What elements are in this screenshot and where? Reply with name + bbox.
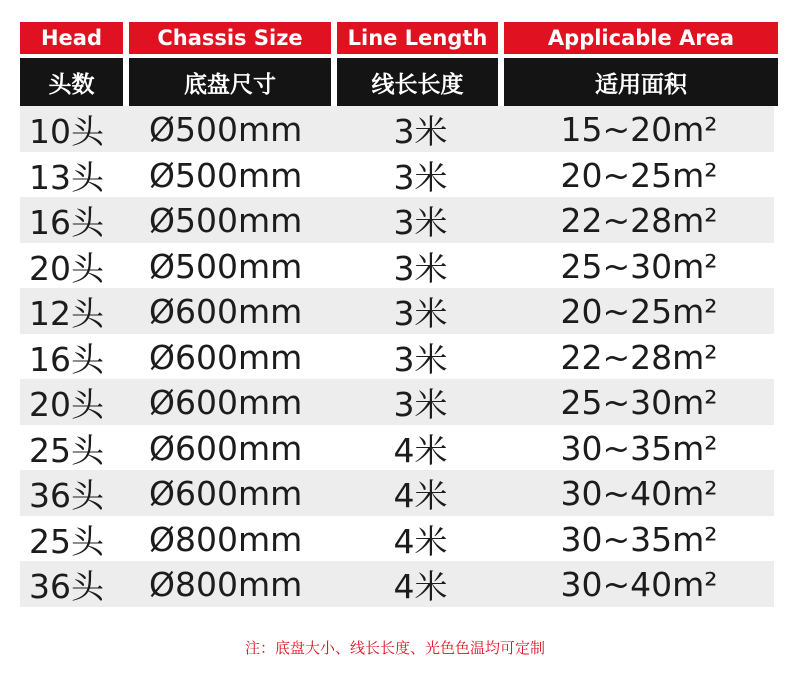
table-row <box>20 334 774 380</box>
cell-head-count: 25头 <box>29 430 104 470</box>
table-row <box>20 243 774 289</box>
cell-chassis-size: Ø800mm <box>149 565 303 604</box>
table-row <box>20 425 774 471</box>
table-row <box>20 152 774 198</box>
cell-chassis-size: Ø500mm <box>149 155 303 195</box>
cell-line-length: 3米 <box>393 157 448 197</box>
spec-table-body <box>20 106 774 607</box>
cell-line-length: 3米 <box>393 294 448 333</box>
cell-line-length: 4米 <box>393 567 448 606</box>
cell-head-count: 13头 <box>29 157 104 197</box>
table-row <box>20 516 774 562</box>
header-row-chinese <box>20 58 778 106</box>
table-row <box>20 106 774 152</box>
table-row <box>20 379 774 425</box>
cell-line-length: 4米 <box>393 476 448 515</box>
cell-applicable-area: 15~20m² <box>560 110 718 149</box>
cell-head-count: 25头 <box>29 521 104 561</box>
cell-line-length: 3米 <box>393 385 448 424</box>
cell-head-count: 12头 <box>29 294 104 333</box>
cell-applicable-area: 22~28m² <box>560 337 718 377</box>
cell-chassis-size: Ø600mm <box>149 337 303 377</box>
cell-chassis-size: Ø600mm <box>149 383 303 422</box>
cell-head-count: 16头 <box>29 203 104 242</box>
cell-applicable-area: 30~35m² <box>560 428 718 468</box>
cell-head-count: 20头 <box>29 385 104 424</box>
table-row <box>20 197 774 243</box>
cell-line-length: 3米 <box>393 112 448 151</box>
cell-applicable-area: 25~30m² <box>560 246 718 286</box>
cell-line-length: 4米 <box>393 430 448 470</box>
table-row <box>20 288 774 334</box>
header-chassis-size-zh: 底盘尺寸 <box>129 58 331 106</box>
table-row <box>20 470 774 516</box>
header-row-english <box>20 22 778 54</box>
cell-chassis-size: Ø800mm <box>149 519 303 559</box>
header-head-zh: 头数 <box>20 58 123 106</box>
cell-applicable-area: 30~40m² <box>560 565 718 604</box>
header-line-length-en: Line Length <box>337 22 498 54</box>
cell-head-count: 16头 <box>29 339 104 379</box>
cell-applicable-area: 20~25m² <box>560 155 718 195</box>
cell-chassis-size: Ø500mm <box>149 201 303 240</box>
cell-head-count: 10头 <box>29 112 104 151</box>
cell-chassis-size: Ø600mm <box>149 428 303 468</box>
header-applicable-area-zh: 适用面积 <box>504 58 778 106</box>
cell-head-count: 36头 <box>29 476 104 515</box>
cell-line-length: 4米 <box>393 521 448 561</box>
cell-line-length: 3米 <box>393 203 448 242</box>
cell-line-length: 3米 <box>393 248 448 288</box>
cell-chassis-size: Ø500mm <box>149 110 303 149</box>
header-chassis-size-en: Chassis Size <box>129 22 331 54</box>
customization-note: 注：底盘大小、线长长度、光色色温均可定制 <box>244 639 545 657</box>
cell-applicable-area: 30~40m² <box>560 474 718 513</box>
cell-applicable-area: 22~28m² <box>560 201 718 240</box>
cell-head-count: 20头 <box>29 248 104 288</box>
cell-applicable-area: 20~25m² <box>560 292 718 331</box>
header-line-length-zh: 线长长度 <box>337 58 498 106</box>
header-head-en: Head <box>20 22 123 54</box>
cell-chassis-size: Ø600mm <box>149 474 303 513</box>
cell-applicable-area: 30~35m² <box>560 519 718 559</box>
cell-head-count: 36头 <box>29 567 104 606</box>
table-row <box>20 561 774 607</box>
header-applicable-area-en: Applicable Area <box>504 22 778 54</box>
cell-line-length: 3米 <box>393 339 448 379</box>
cell-applicable-area: 25~30m² <box>560 383 718 422</box>
cell-chassis-size: Ø600mm <box>149 292 303 331</box>
cell-chassis-size: Ø500mm <box>149 246 303 286</box>
